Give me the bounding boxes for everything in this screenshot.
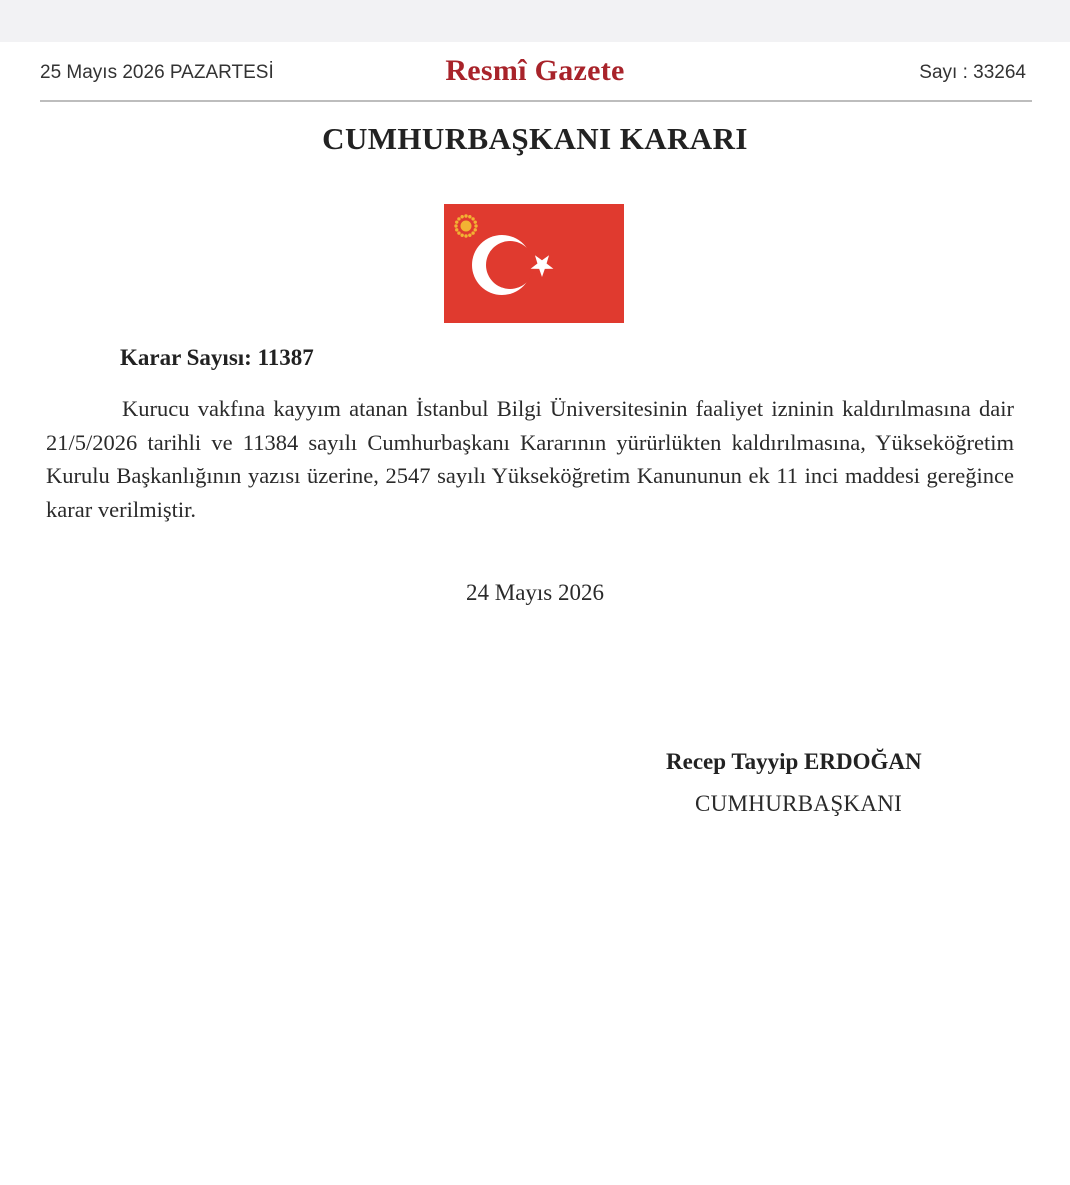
decision-number: Karar Sayısı: 11387	[120, 345, 314, 370]
signer-name: Recep Tayyip ERDOĞAN	[666, 749, 922, 774]
top-strip	[0, 0, 1070, 42]
turkish-presidential-flag-icon	[444, 204, 624, 323]
decision-body: Kurucu vakfına kayyım atanan İstanbul Bilgi Üniversitesinin faaliyet izninin kaldırılmasına dair 21/5/2026 tarihli ve 11384 sayılı Cumhurbaşkanı Kararının yürürlükten kaldırılmasına, Yükseköğretim Kurulu Başkanlığının yazısı üzerine, 2547 sayılı Yükseköğretim Kanununun ek 11 inci maddesi gereğince karar verilmiştir.	[46, 396, 1014, 522]
gazette-title: Resmî Gazete	[445, 54, 625, 87]
header-date: 25 Mayıs 2026 PAZARTESİ	[40, 62, 274, 83]
document-heading: CUMHURBAŞKANI KARARI	[322, 121, 748, 156]
signer-title: CUMHURBAŞKANI	[695, 791, 903, 816]
decision-date: 24 Mayıs 2026	[466, 580, 604, 605]
header-divider	[40, 100, 1032, 102]
issue-number: Sayı : 33264	[919, 62, 1026, 83]
